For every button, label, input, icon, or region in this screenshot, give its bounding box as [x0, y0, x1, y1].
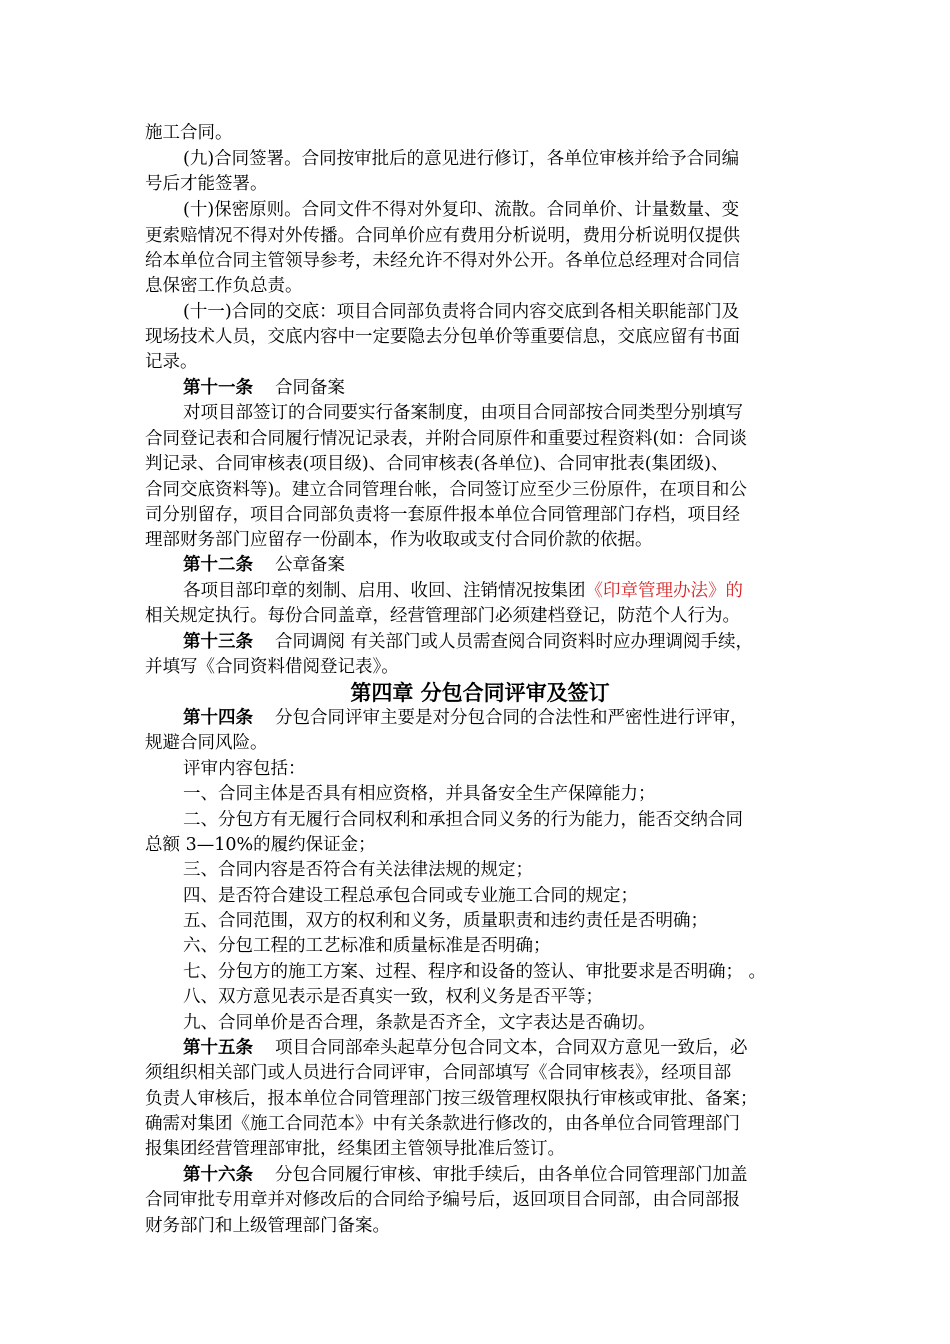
article-title: 公章备案 [275, 555, 345, 575]
paragraph-line: 判记录、合同审核表(项目级)、合同审核表(各单位)、合同审批表(集团级)、 [145, 454, 729, 474]
paragraph-line: 息保密工作负总责。 [145, 276, 303, 296]
paragraph-line [183, 579, 815, 604]
article-15-line [183, 1036, 815, 1061]
paragraph-line: 合同交底资料等)。建立合同管理台帐，合同签订应至少三份原件，在项目和公 [145, 480, 747, 500]
paragraph-line: 理部财务部门应留存一份副本，作为收取或支付合同价款的依据。 [145, 530, 653, 550]
list-item: 二、分包方有无履行合同权利和承担合同义务的行为能力，能否交纳合同 [183, 810, 743, 830]
paragraph-line: (九)合同签署。合同按审批后的意见进行修订，各单位审核并给予合同编 [183, 149, 740, 169]
list-item: 五、合同范围，双方的权利和义务，质量职责和违约责任是否明确； [183, 911, 708, 931]
article-number: 第十一条 [183, 378, 253, 398]
article-13-line [183, 630, 815, 655]
paragraph-line: 报集团经营管理部审批，经集团主管领导批准后签订。 [145, 1139, 565, 1159]
paragraph-line: 对项目部签订的合同要实行备案制度，由项目合同部按合同类型分别填写 [183, 403, 743, 423]
paragraph-line: 规避合同风险。 [145, 733, 268, 753]
article-text: 合同调阅 有关部门或人员需查阅合同资料时应办理调阅手续， [275, 632, 754, 652]
paragraph-line: (十)保密原则。合同文件不得对外复印、流散。合同单价、计量数量、变 [183, 200, 740, 220]
paragraph-line: 确需对集团《施工合同范本》中有关条款进行修改的，由各单位合同管理部门 [145, 1114, 740, 1134]
paragraph-line: 并填写《合同资料借阅登记表》。 [145, 657, 399, 677]
list-item: 六、分包工程的工艺标准和质量标准是否明确； [183, 936, 551, 956]
article-12-line [183, 553, 815, 578]
article-text: 项目合同部牵头起草分包合同文本，合同双方意见一致后，必 [275, 1038, 748, 1058]
chapter-heading: 第四章 分包合同评审及签订 [350, 680, 610, 705]
paragraph-line: 更索赔情况不得对外传播。合同单价应有费用分析说明，费用分析说明仅提供 [145, 226, 740, 246]
paragraph-line: (十一)合同的交底：项目合同部负责将合同内容交底到各相关职能部门及 [183, 302, 740, 322]
list-item: 九、合同单价是否合理，条款是否齐全，文字表达是否确切。 [183, 1013, 656, 1033]
paragraph-line: 负责人审核后，报本单位合同管理部门按三级管理权限执行审核或审批、备案； [145, 1089, 758, 1109]
paragraph-line: 合同登记表和合同履行情况记录表，并附合同原件和重要过程资料(如：合同谈 [145, 429, 747, 449]
list-item: 八、双方意见表示是否真实一致，权利义务是否平等； [183, 987, 603, 1007]
paragraph-line: 须组织相关部门或人员进行合同评审，合同部填写《合同审核表》，经项目部 [145, 1063, 732, 1083]
list-item: 三、合同内容是否符合有关法律法规的规定； [183, 860, 533, 880]
paragraph-line: 财务部门和上级管理部门备案。 [145, 1216, 390, 1236]
paragraph-line: 评审内容包括： [183, 759, 306, 779]
seal-regulation-link[interactable]: 《印章管理办法》的 [585, 581, 743, 601]
article-title: 合同备案 [275, 378, 345, 398]
paragraph-line: 合同审批专用章并对修改后的合同给予编号后，返回项目合同部，由合同部报 [145, 1190, 740, 1210]
paragraph-text: 各项目部印章的刻制、启用、收回、注销情况按集团 [183, 581, 586, 601]
article-11-line [183, 376, 815, 401]
article-number: 第十四条 [183, 708, 253, 728]
article-number: 第十六条 [183, 1165, 253, 1185]
paragraph-line: 施工合同。 [145, 123, 233, 143]
article-14-line [183, 706, 815, 731]
paragraph-line: 号后才能签署。 [145, 174, 268, 194]
paragraph-line: 给本单位合同主管领导参考，未经允许不得对外公开。各单位总经理对合同信 [145, 251, 740, 271]
article-number: 第十五条 [183, 1038, 253, 1058]
article-number: 第十三条 [183, 632, 253, 652]
paragraph-line: 现场技术人员，交底内容中一定要隐去分包单价等重要信息，交底应留有书面 [145, 327, 740, 347]
article-16-line [183, 1163, 815, 1188]
paragraph-line: 总额 3—10%的履约保证金； [145, 835, 376, 855]
paragraph-line: 司分别留存，项目合同部负责将一套原件报本单位合同管理部门存档，项目经 [145, 505, 740, 525]
article-number: 第十二条 [183, 555, 253, 575]
article-text: 分包合同评审主要是对分包合同的合法性和严密性进行评审， [275, 708, 748, 728]
list-item: 四、是否符合建设工程总承包合同或专业施工合同的规定； [183, 886, 638, 906]
article-text: 分包合同履行审核、审批手续后，由各单位合同管理部门加盖 [275, 1165, 748, 1185]
paragraph-line: 记录。 [145, 352, 198, 372]
list-item: 七、分包方的施工方案、过程、程序和设备的签认、审批要求是否明确； 。 [183, 962, 767, 982]
paragraph-line: 相关规定执行。每份合同盖章，经营管理部门必须建档登记，防范个人行为。 [145, 606, 740, 626]
list-item: 一、合同主体是否具有相应资格，并具备安全生产保障能力； [183, 784, 656, 804]
